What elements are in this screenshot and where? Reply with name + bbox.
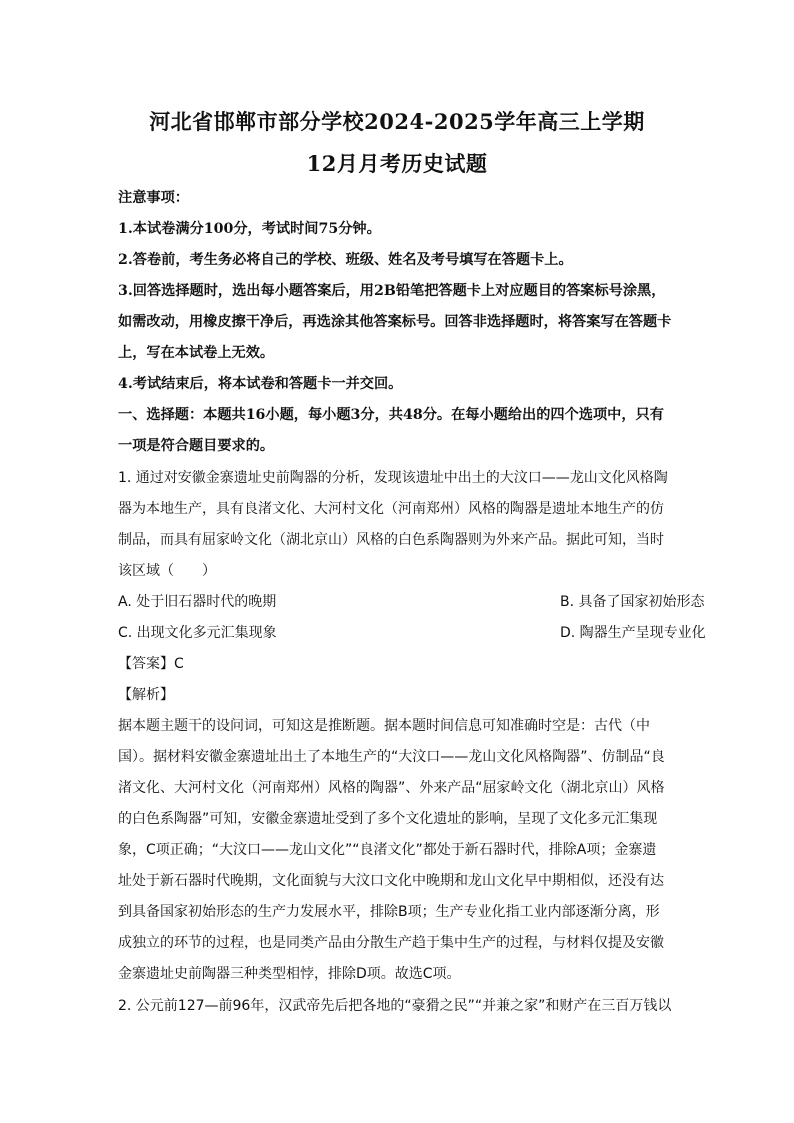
analysis-line-3: 渚文化、大河村文化（河南郑州）风格的陶器”、外来产品“屈家岭文化（湖北京山）风格 (118, 780, 665, 796)
section-heading: 一、选择题：本题共16小题，每小题3分，共48分。在每小题给出的四个选项中，只有 (118, 407, 664, 423)
section-heading-cont: 一项是符合题目要求的。 (118, 438, 275, 454)
option-a: A. 处于旧石器时代的晚期 (118, 594, 277, 610)
note-4: 4.考试结束后，将本试卷和答题卡一并交回。 (118, 376, 403, 392)
analysis-line-1: 据本题主题干的设问词，可知这是推断题。据本题时间信息可知准确时空是：古代（中 (118, 718, 650, 734)
analysis-line-4: 的白色系陶器”可知，安徽金寨遗址受到了多个文化遗址的影响，呈现了文化多元汇集现 (118, 811, 658, 827)
question-1-options-row-1 (118, 592, 705, 612)
analysis-label: 【解析】 (118, 687, 174, 703)
question-1-stem-cont-3: 该区域（ ） (118, 563, 216, 579)
note-3: 3.回答选择题时，选出每小题答案后，用2B铅笔把答题卡上对应题目的答案标号涂黑， (118, 283, 666, 299)
analysis-line-8: 成独立的环节的过程，也是同类产品由分散生产趋于集中生产的过程，与材料仅提及安徽 (118, 935, 664, 951)
notes-heading: 注意事项： (118, 190, 189, 206)
note-2: 2.答卷前，考生务必将自己的学校、班级、姓名及考号填写在答题卡上。 (118, 252, 573, 268)
option-b: B. 具备了国家初始形态 (560, 594, 705, 610)
analysis-line-2: 国）。据材料安徽金寨遗址出土了本地生产的“大汶口——龙山文化风格陶器”、仿制品“良 (118, 749, 665, 765)
option-d: D. 陶器生产呈现专业化 (560, 625, 706, 641)
question-1-stem-cont-2: 制品，而具有屈家岭文化（湖北京山）风格的白色系陶器则为外来产品。据此可知，当时 (118, 532, 664, 548)
question-2-stem: 2. 公元前127—前96年，汉武帝先后把各地的“豪猾之民”“并兼之家”和财产在三百万钱以 (118, 998, 672, 1014)
answer-label: 【答案】C (118, 656, 184, 672)
note-1: 1.本试卷满分100分，考试时间75分钟。 (118, 221, 381, 237)
option-c: C. 出现文化多元汇集现象 (118, 625, 277, 641)
note-3-cont-1: 如需改动，用橡皮擦干净后，再选涂其他答案标号。回答非选择题时，将答案写在答题卡 (118, 314, 672, 330)
question-1-options-row-2 (118, 623, 706, 643)
exam-title-line1: 河北省邯郸市部分学校2024-2025学年高三上学期 (149, 109, 645, 134)
analysis-line-6: 址处于新石器时代晚期，文化面貌与大汶口文化中晚期和龙山文化早中期相似，还没有达 (118, 873, 664, 889)
analysis-line-7: 到具备国家初始形态的生产力发展水平，排除B项；生产专业化指工业内部逐渐分离，形 (118, 904, 660, 920)
note-3-cont-2: 上，写在本试卷上无效。 (118, 345, 275, 361)
question-1-stem: 1. 通过对安徽金寨遗址史前陶器的分析，发现该遗址中出土的大汶口——龙山文化风格陶 (118, 470, 668, 486)
analysis-line-5: 象，C项正确；“大汶口——龙山文化”“良渚文化”都处于新石器时代，排除A项；金寨遗 (118, 842, 657, 858)
exam-title-line2: 12月月考历史试题 (306, 151, 488, 176)
analysis-line-9: 金寨遗址史前陶器三种类型相悖，排除D项。故选C项。 (118, 966, 461, 982)
question-1-stem-cont-1: 器为本地生产，具有良渚文化、大河村文化（河南郑州）风格的陶器是遗址本地生产的仿 (118, 501, 664, 517)
